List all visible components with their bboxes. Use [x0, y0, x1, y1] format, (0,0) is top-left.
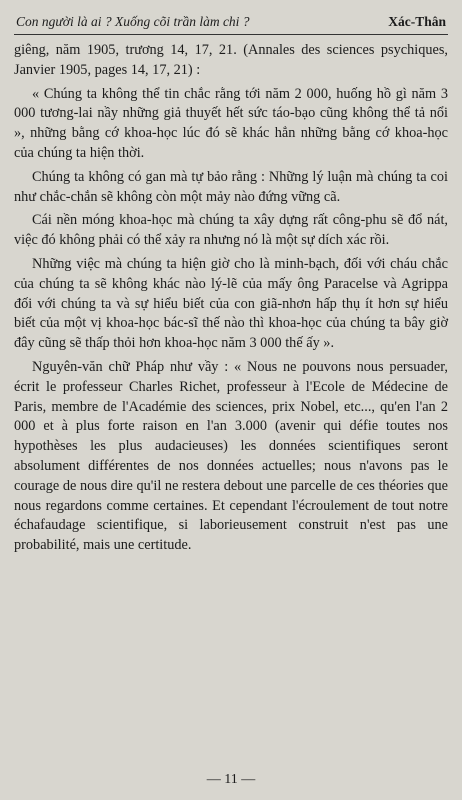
- paragraph-4: Cái nền móng khoa-học mà chúng ta xây dựng rất công-phu sẽ đổ nát, việc đó không phải có thể xảy ra nhưng nó là một sự dích xác rồi.: [14, 212, 448, 249]
- header-title: Con người là ai ? Xuống cõi trần làm chi ?: [16, 14, 250, 29]
- paragraph-1: giêng, năm 1905, trương 14, 17, 21. (Annales des sciences psychiques, Janvier 1905, pages 14, 17, 21) :: [14, 42, 448, 78]
- page-number: — 11 —: [206, 772, 256, 787]
- header-author: Xác-Thân: [388, 14, 446, 29]
- running-header: [14, 14, 448, 35]
- paragraph-2: « Chúng ta không thể tin chắc rằng tới năm 2 000, huống hồ gì năm 3 000 tương-lai nầy những giả thuyết hết sức táo-bạo cũng không thể tả nổi », những bằng cớ khoa-học lúc đó sẽ khác hẳn những bằng cớ khoa-học của chúng ta hiện thời.: [14, 85, 448, 161]
- page-body: [14, 41, 448, 556]
- paragraph-3: Chúng ta không có gan mà tự bảo rằng : Những lý luận mà chúng ta coi như chắc-chắn sẽ không còn một mảy nào đứng vững cã.: [14, 168, 448, 205]
- paragraph-6: Nguyên-văn chữ Pháp như vầy : « Nous ne pouvons nous persuader, écrit le professeur Charles Richet, professeur à l'Ecole de Médecine de Paris, membre de l'Académie des sciences, prix Nobel, etc..., qu'en l'an 2 000 et à plus forte raison en l'an 3.000 (avenir qui défie toutes nos hypothèses les plus audacieuses) les données scientifiques seront absolument différentes de nos données actuelles; nous n'avons pas le courage de nous dire qu'il ne restera debout une parcelle de ces théories que nous regardons comme certaines. Et cependant l'écroulement de tout notre échafaudage scientifique, si laborieusement construit n'est pas une probabilité, mais une certitude.: [14, 358, 448, 554]
- paragraph-5: Những việc mà chúng ta hiện giờ cho là minh-bạch, đối với cháu chắc của chúng ta sẽ không khác nào lý-lẽ của mấy ông Paracelse và Agrippa đối với chúng ta và sự hiểu biết của con giã-nhơn hấp thụ ít hơn sự hiểu biết của một vị khoa-học bác-sĩ thế nào thì khoa-học của chúng ta bây giờ đây cũng sẽ thấp thỏi hơn khoa-học năm 3 000 thế ấy ».: [14, 255, 448, 352]
